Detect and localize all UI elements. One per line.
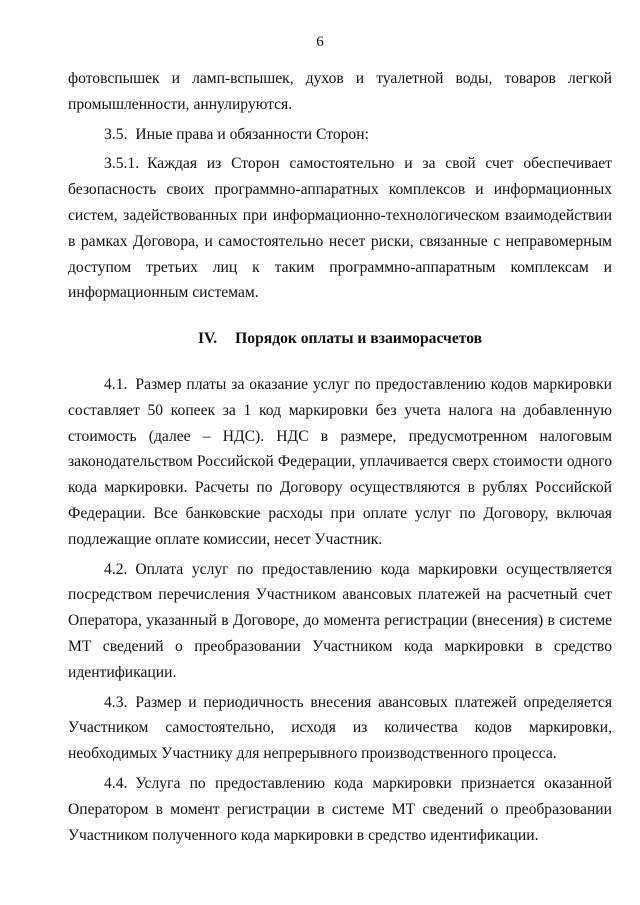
clause-text: Размер и периодичность внесения авансовых платежей определяется Участником самостоятельно, исходя из количества кодов маркировки, необходимых Участнику для непрерывного производственного процесса.: [68, 693, 612, 763]
section-number: IV.: [197, 330, 218, 348]
paragraph-3-5: [68, 122, 612, 148]
paragraph-continuation: [68, 66, 612, 118]
paragraph-3-5-1: [68, 151, 612, 306]
paragraph-text: Иные права и обязанности Сторон:: [135, 125, 369, 143]
paragraph-text: фотовспышек и ламп-вспышек, духов и туалетной воды, товаров легкой промышленности, аннулируются.: [68, 70, 612, 113]
clause-text: Размер платы за оказание услуг по предоставлению кодов маркировки составляет 50 копеек за 1 код маркировки без учета налога на добавленную стоимость (далее – НДС). НДС в размере, предусмотренном налоговым законодательством Российской Федерации, уплачивается сверх стоимости одного кода маркировки. Расчеты по Договору осуществляются в рублях Российской Федерации. Все банковские расходы при оплате услуг по Договору, включая подлежащие оплате комиссии, несет Участник.: [68, 375, 612, 548]
clause-number: 4.1.: [104, 375, 128, 393]
section-heading: [68, 326, 612, 352]
document-body: [68, 66, 612, 848]
clause-number: 4.2.: [104, 560, 128, 578]
clause-4-2: [68, 557, 612, 686]
paragraph-text: Каждая из Сторон самостоятельно и за свой счет обеспечивает безопасность своих программно-аппаратных комплексов и информационных систем, задействованных при информационно-технологическом взаимодействии в рамках Договора, и самостоятельно несет риски, связанные с неправомерным доступом третьих лиц к таким программно-аппаратным комплексам и информационным системам.: [68, 155, 612, 302]
clause-4-1: [68, 372, 612, 553]
clause-text: Оплата услуг по предоставлению кода маркировки осуществляется посредством перечисления Участником авансовых платежей на расчетный счет Оператора, указанный в Договоре, до момента регистрации (внесения) в системе МТ сведений о преобразовании Участником кода маркировки в средство идентификации.: [68, 560, 612, 681]
clause-number: 3.5.1.: [104, 155, 140, 173]
clause-4-4: [68, 771, 612, 848]
clause-text: Услуга по предоставлению кода маркировки признается оказанной Оператором в момент регистрации в системе МТ сведений о преобразовании Участником полученного кода маркировки в средство идентификации.: [68, 774, 612, 844]
clause-number: 3.5.: [104, 125, 128, 143]
section-title: Порядок оплаты и взаиморасчетов: [235, 330, 483, 348]
page-number: 6: [316, 34, 324, 50]
clause-number: 4.4.: [104, 774, 128, 792]
clause-number: 4.3.: [104, 693, 128, 711]
clause-4-3: [68, 690, 612, 767]
